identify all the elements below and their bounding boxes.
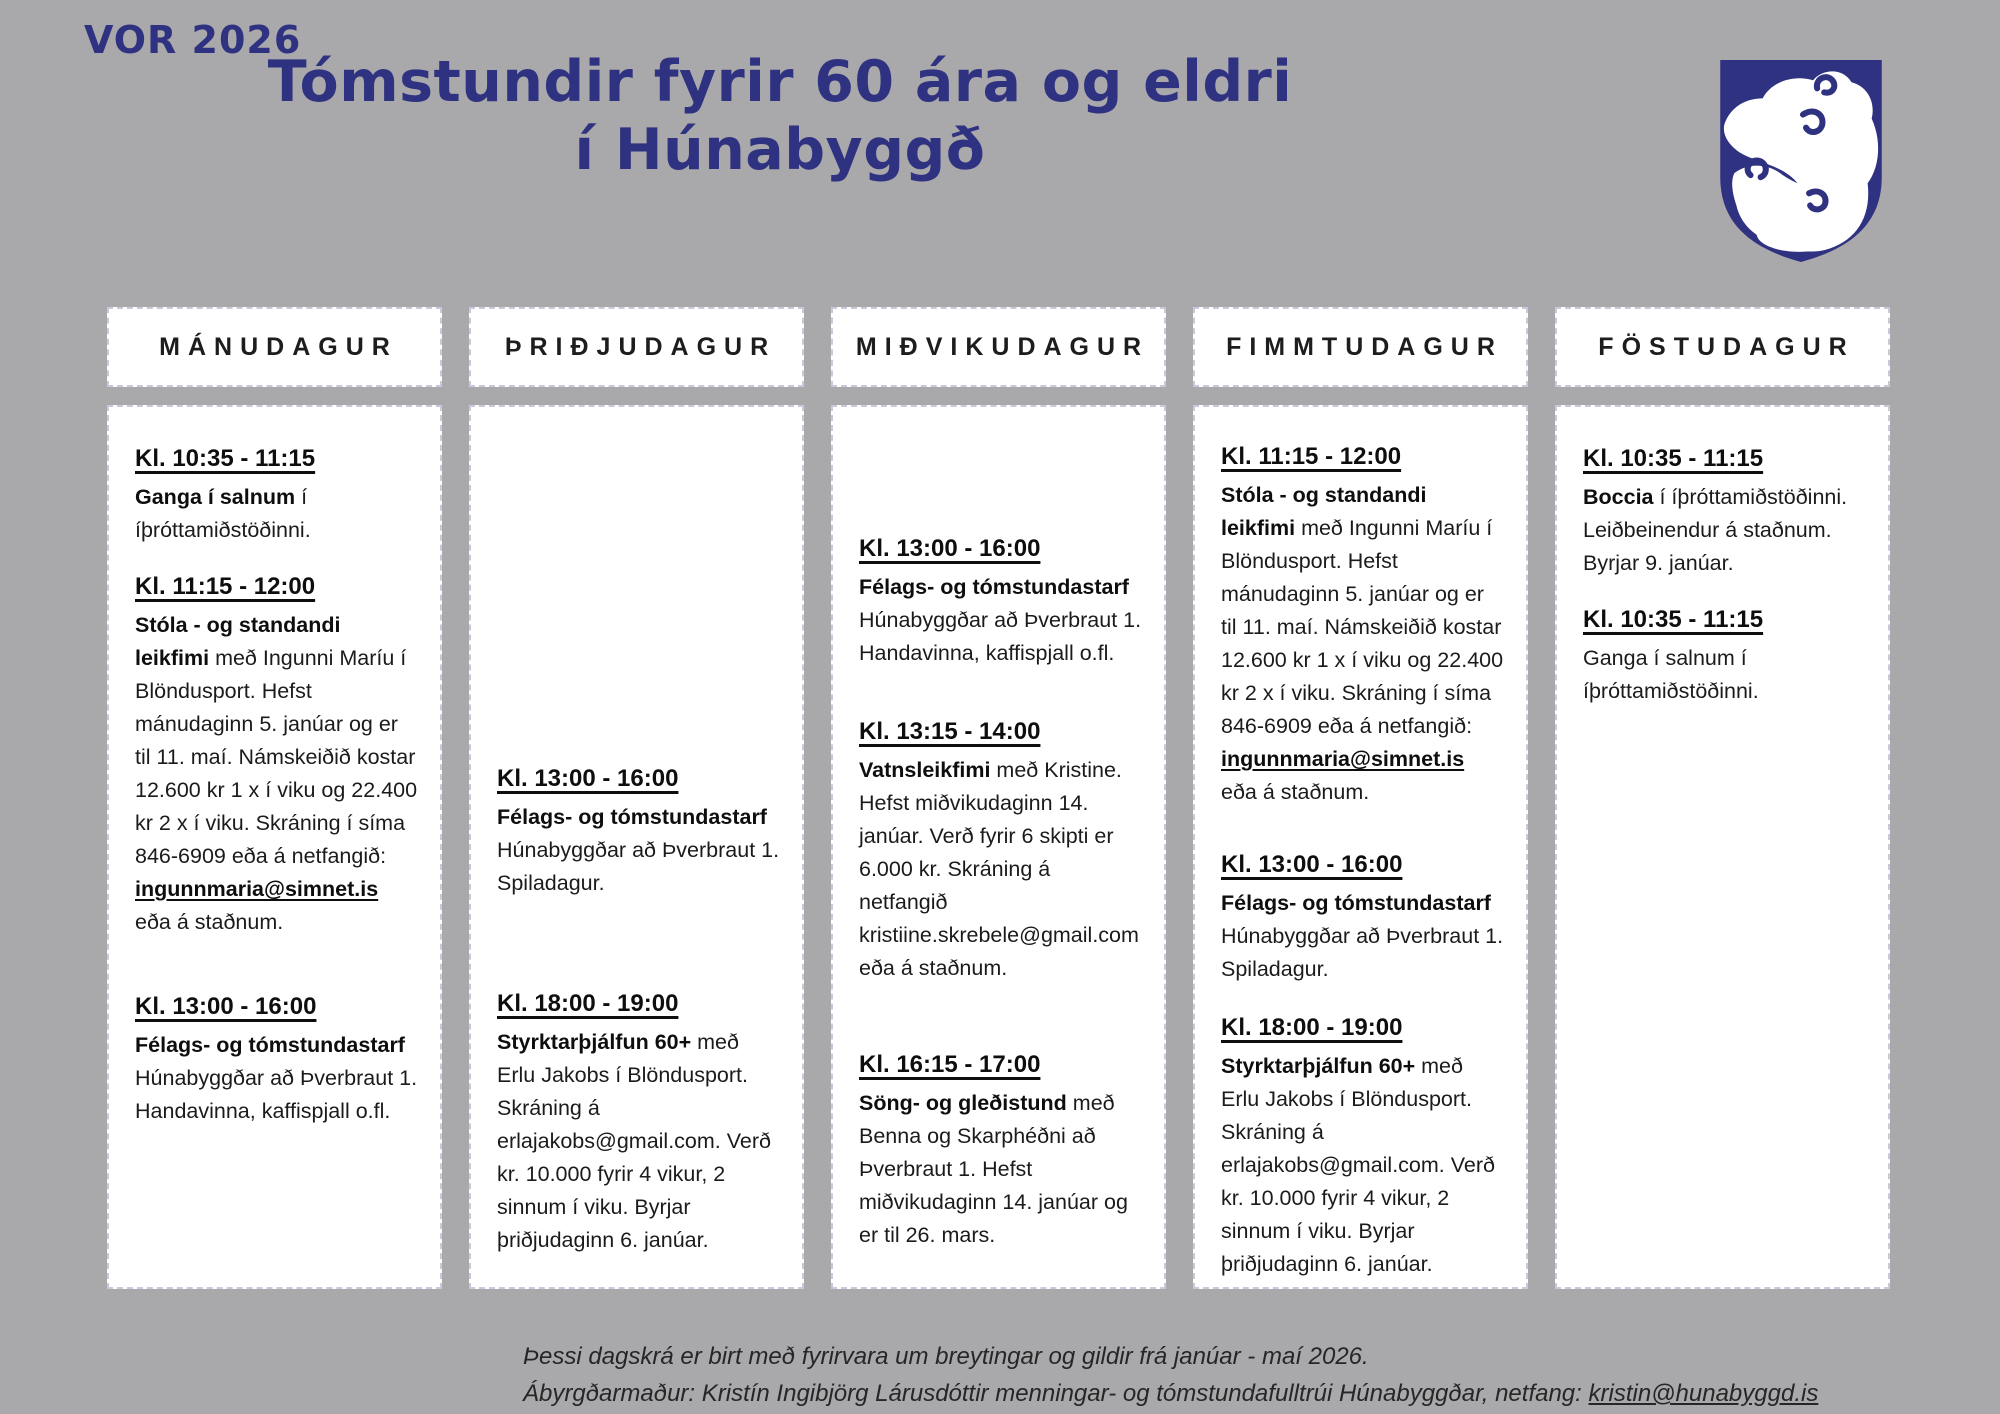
entry-description <box>859 1087 1142 1252</box>
day-header <box>469 307 804 387</box>
day-card <box>831 405 1166 1289</box>
schedule-entry <box>1221 851 1504 986</box>
entry-text: Ganga í salnum í íþróttamiðstöðinni. <box>1583 646 1759 703</box>
entry-text: Stóla - og standandi leikfimi <box>135 613 341 670</box>
page-title <box>80 48 1480 184</box>
day-header <box>107 307 442 387</box>
entry-text: Boccia <box>1583 485 1654 509</box>
footer-line1: Þessi dagskrá er birt með fyrirvara um breytingar og gildir frá janúar - maí 2026. <box>523 1343 1369 1370</box>
entry-text: Styrktarþjálfun 60+ <box>1221 1054 1416 1078</box>
day-column <box>107 307 442 1289</box>
day-card <box>1193 405 1528 1289</box>
day-card <box>107 405 442 1289</box>
entry-description <box>859 754 1142 985</box>
entry-text: Félags- og tómstundastarf <box>497 805 767 829</box>
schedule-entry <box>859 535 1142 670</box>
day-column <box>469 307 804 1289</box>
footer-line2 <box>523 1375 1923 1412</box>
entry-text: Félags- og tómstundastarf <box>135 1033 405 1057</box>
entry-text: eða á staðnum. <box>135 910 284 934</box>
schedule-entry <box>135 993 418 1128</box>
entry-text: eða á staðnum. <box>1221 780 1370 804</box>
email-link[interactable]: ingunnmaria@simnet.is <box>135 877 379 901</box>
schedule-entry <box>135 445 418 547</box>
season-label: VOR 2026 <box>84 18 302 62</box>
footer-line2-text: Ábyrgðarmaður: Kristín Ingibjörg Lárusdóttir menningar- og tómstundafulltrúi Húnabyggðar, netfang: <box>523 1380 1589 1407</box>
entry-text: Vatnsleikfimi <box>859 758 991 782</box>
entry-description <box>135 1029 418 1128</box>
entry-text: í íþróttamiðstöðinni. <box>135 485 311 542</box>
schedule-entry <box>1583 606 1866 708</box>
entry-text: með Ingunni Maríu í Blöndusport. Hefst mánudaginn 5. janúar og er til 11. maí. Námskeiðið kostar 12.600 kr 1 x í viku og 22.400 kr 2 x í viku. Skráning í síma 846-6909 eða á netfangið: <box>1221 516 1504 738</box>
entry-text: með Ingunni Maríu í Blöndusport. Hefst mánudaginn 5. janúar og er til 11. maí. Námskeiðið kostar 12.600 kr 1 x í viku og 22.400 kr 2 x í viku. Skráning í síma 846-6909 eða á netfangið: <box>135 646 418 868</box>
day-header <box>1555 307 1890 387</box>
entry-description <box>1583 481 1866 580</box>
entry-time: Kl. 13:00 - 16:00 <box>859 535 1041 562</box>
entry-text: Húnabyggðar að Þverbraut 1. Spiladagur. <box>1221 924 1504 981</box>
entry-description <box>135 481 418 547</box>
weekly-schedule-grid <box>107 307 1890 1289</box>
hunabyggd-logo <box>1712 54 1890 268</box>
entry-text: Húnabyggðar að Þverbraut 1. Handavinna, kaffispjall o.fl. <box>859 608 1142 665</box>
entry-description <box>1221 479 1504 809</box>
entry-description <box>1583 642 1866 708</box>
entry-time: Kl. 13:15 - 14:00 <box>859 718 1041 745</box>
schedule-entry <box>135 573 418 939</box>
entry-description <box>1221 1050 1504 1281</box>
entry-text: með Kristine. Hefst miðvikudaginn 14. janúar. Verð fyrir 6 skipti er 6.000 kr. Skráning á netfangið kristiine.skrebele@gmail.com eða á staðnum. <box>859 758 1139 980</box>
entry-text: með Erlu Jakobs í Blöndusport. Skráning á erlajakobs@gmail.com. Verð kr. 10.000 fyrir 4 vikur, 2 sinnum í viku. Byrjar þriðjudaginn 6. janúar. <box>497 1030 771 1252</box>
footer-note <box>523 1338 1923 1412</box>
entry-time: Kl. 10:35 - 11:15 <box>1583 445 1764 472</box>
entry-time: Kl. 13:00 - 16:00 <box>1221 851 1403 878</box>
page-title-line2: í Húnabyggð <box>574 117 986 183</box>
day-column <box>1555 307 1890 1289</box>
entry-text: Stóla - og standandi leikfimi <box>1221 483 1427 540</box>
schedule-entry <box>859 1051 1142 1252</box>
entry-text: Félags- og tómstundastarf <box>1221 891 1491 915</box>
entry-time: Kl. 16:15 - 17:00 <box>859 1051 1041 1078</box>
entry-time: Kl. 13:00 - 16:00 <box>497 765 679 792</box>
day-column <box>1193 307 1528 1289</box>
entry-description <box>497 801 780 900</box>
day-name: MÁNUDAGUR <box>159 332 398 361</box>
entry-text: Ganga í salnum <box>135 485 296 509</box>
entry-text: með Benna og Skarphéðni að Þverbraut 1. Hefst miðvikudaginn 14. janúar og er til 26. mars. <box>859 1091 1128 1247</box>
entry-time: Kl. 18:00 - 19:00 <box>497 990 679 1017</box>
schedule-entry <box>859 718 1142 985</box>
schedule-entry <box>497 990 780 1257</box>
entry-text: Söng- og gleðistund <box>859 1091 1067 1115</box>
day-card <box>1555 405 1890 1289</box>
polar-bears-shield-icon <box>1712 54 1890 268</box>
entry-time: Kl. 10:35 - 11:15 <box>1583 606 1764 633</box>
schedule-entry <box>1221 1014 1504 1281</box>
entry-time: Kl. 11:15 - 12:00 <box>135 573 316 600</box>
entry-text: í íþróttamiðstöðinni. Leiðbeinendur á staðnum. Byrjar 9. janúar. <box>1583 485 1848 575</box>
footer-email-link[interactable]: kristin@hunabyggd.is <box>1588 1380 1819 1407</box>
entry-time: Kl. 10:35 - 11:15 <box>135 445 316 472</box>
schedule-entry <box>1221 443 1504 809</box>
entry-time: Kl. 13:00 - 16:00 <box>135 993 317 1020</box>
day-header <box>831 307 1166 387</box>
day-column <box>831 307 1166 1289</box>
entry-text: Styrktarþjálfun 60+ <box>497 1030 692 1054</box>
day-card <box>469 405 804 1289</box>
entry-description <box>1221 887 1504 986</box>
day-name: ÞRIÐJUDAGUR <box>504 332 777 361</box>
entry-text: með Erlu Jakobs í Blöndusport. Skráning á erlajakobs@gmail.com. Verð kr. 10.000 fyrir 4 vikur, 2 sinnum í viku. Byrjar þriðjudaginn 6. janúar. <box>1221 1054 1495 1276</box>
entry-description <box>497 1026 780 1257</box>
entry-text: Húnabyggðar að Þverbraut 1. Handavinna, kaffispjall o.fl. <box>135 1066 418 1123</box>
schedule-entry <box>1583 445 1866 580</box>
entry-description <box>135 609 418 939</box>
day-name: FÖSTUDAGUR <box>1598 332 1855 361</box>
day-name: FIMMTUDAGUR <box>1226 332 1503 361</box>
day-name: MIÐVIKUDAGUR <box>855 332 1150 361</box>
entry-time: Kl. 18:00 - 19:00 <box>1221 1014 1403 1041</box>
entry-text: Húnabyggðar að Þverbraut 1. Spiladagur. <box>497 838 780 895</box>
entry-time: Kl. 11:15 - 12:00 <box>1221 443 1402 470</box>
entry-text: Félags- og tómstundastarf <box>859 575 1129 599</box>
schedule-entry <box>497 765 780 900</box>
page-title-line1: Tómstundir fyrir 60 ára og eldri <box>267 49 1293 115</box>
entry-description <box>859 571 1142 670</box>
email-link[interactable]: ingunnmaria@simnet.is <box>1221 747 1465 771</box>
day-header <box>1193 307 1528 387</box>
